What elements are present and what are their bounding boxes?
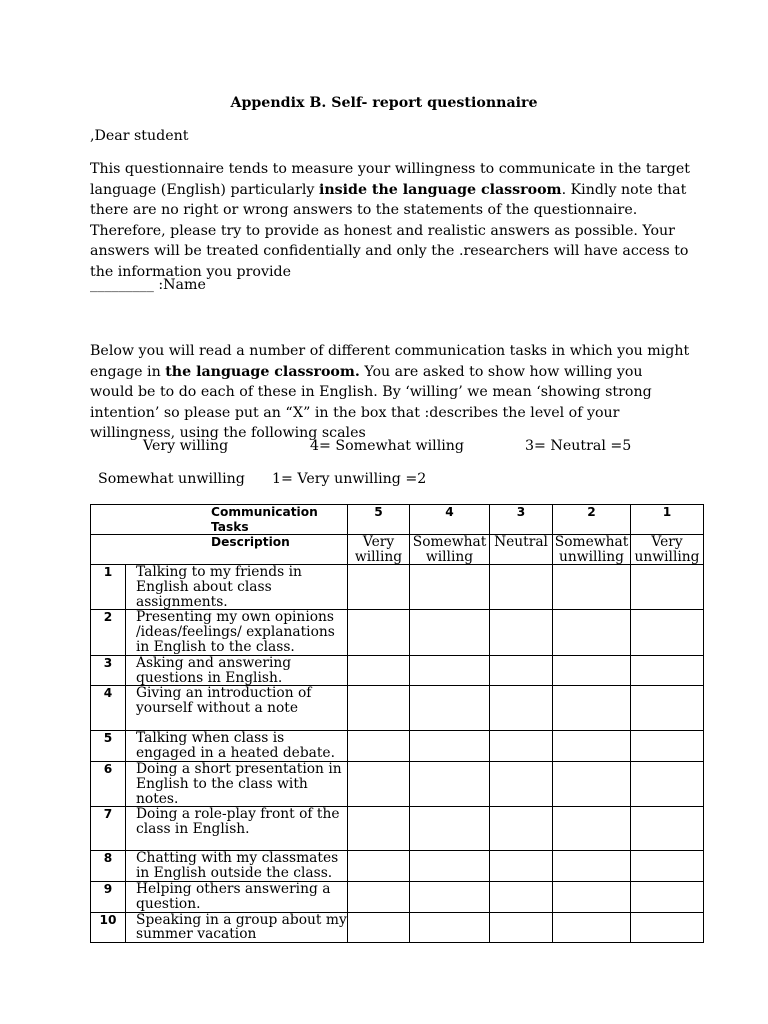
answer-cell[interactable]: [490, 731, 553, 762]
answer-cell[interactable]: [348, 610, 410, 655]
instructions-text-2: You are asked to show how willing you would be to do each of these in English. By ‘willing’ we mean ‘showing strong intention’ so please put an “X” in the box that :describes the level of your willingness, using the following scales: [90, 363, 652, 441]
answer-cell[interactable]: [553, 731, 631, 762]
table-row: [91, 610, 704, 655]
row-description: Helping others answering a question.: [126, 881, 348, 912]
answer-cell[interactable]: [631, 731, 704, 762]
header-tasks: Communication Tasks: [91, 505, 348, 535]
row-number: 9: [91, 881, 126, 912]
answer-cell[interactable]: [348, 912, 410, 943]
answer-cell[interactable]: [631, 807, 704, 851]
row-number: 7: [91, 807, 126, 851]
row-description: Talking when class is engaged in a heated debate.: [126, 731, 348, 762]
answer-cell[interactable]: [553, 881, 631, 912]
instructions-paragraph: [90, 341, 690, 444]
answer-cell[interactable]: [631, 565, 704, 610]
answer-cell[interactable]: [348, 881, 410, 912]
column-number: 2: [553, 505, 631, 535]
greeting: ,Dear student: [90, 128, 189, 144]
answer-cell[interactable]: [490, 655, 553, 686]
answer-cell[interactable]: [553, 912, 631, 943]
row-number: 4: [91, 686, 126, 731]
answer-cell[interactable]: [348, 655, 410, 686]
answer-cell[interactable]: [490, 912, 553, 943]
row-number: 2: [91, 610, 126, 655]
answer-cell[interactable]: [410, 731, 490, 762]
table-row: [91, 731, 704, 762]
column-label: Very unwilling: [631, 535, 704, 565]
answer-cell[interactable]: [348, 565, 410, 610]
column-label: Somewhat unwilling: [553, 535, 631, 565]
answer-cell[interactable]: [490, 881, 553, 912]
row-number: 10: [91, 912, 126, 943]
answer-cell[interactable]: [410, 686, 490, 731]
header-description: Description: [91, 535, 348, 565]
answer-cell[interactable]: [553, 807, 631, 851]
instructions-bold: the language classroom.: [165, 363, 360, 380]
answer-cell[interactable]: [490, 851, 553, 882]
table-label-row: [91, 535, 704, 565]
answer-cell[interactable]: [553, 655, 631, 686]
answer-cell[interactable]: [631, 912, 704, 943]
intro-text-2: . Kindly note that there are no right or wrong answers to the statements of the questionnaire. Therefore, please try to provide as honest and realistic answers as possible. Your answers will be treated confidentially and only the .researchers will have access to the information you provide: [90, 181, 689, 280]
row-number: 6: [91, 761, 126, 806]
table-row: [91, 761, 704, 806]
answer-cell[interactable]: [553, 761, 631, 806]
answer-cell[interactable]: [631, 655, 704, 686]
answer-cell[interactable]: [410, 851, 490, 882]
answer-cell[interactable]: [490, 807, 553, 851]
answer-cell[interactable]: [553, 686, 631, 731]
answer-cell[interactable]: [631, 761, 704, 806]
column-number: 4: [410, 505, 490, 535]
intro-bold: inside the language classroom: [318, 181, 562, 198]
row-number: 8: [91, 851, 126, 882]
answer-cell[interactable]: [410, 807, 490, 851]
table-row: [91, 881, 704, 912]
column-number: 5: [348, 505, 410, 535]
answer-cell[interactable]: [410, 610, 490, 655]
name-line: _________ :Name: [90, 277, 206, 293]
answer-cell[interactable]: [553, 565, 631, 610]
table-row: [91, 686, 704, 731]
scale-very-willing: Very willing: [143, 438, 229, 454]
answer-cell[interactable]: [490, 610, 553, 655]
answer-cell[interactable]: [410, 761, 490, 806]
scale-somewhat-willing: 4= Somewhat willing: [310, 438, 464, 454]
table-row: [91, 912, 704, 943]
answer-cell[interactable]: [410, 912, 490, 943]
answer-cell[interactable]: [553, 610, 631, 655]
column-label: Very willing: [348, 535, 410, 565]
answer-cell[interactable]: [410, 565, 490, 610]
instructions-text-1: Below you will read a number of different communication tasks in which you might engage in: [90, 343, 690, 380]
row-description: Doing a role-play front of the class in English.: [126, 807, 348, 851]
answer-cell[interactable]: [348, 807, 410, 851]
answer-cell[interactable]: [410, 655, 490, 686]
table-row: [91, 655, 704, 686]
table-row: [91, 807, 704, 851]
row-description: Chatting with my classmates in English outside the class.: [126, 851, 348, 882]
column-number: 3: [490, 505, 553, 535]
answer-cell[interactable]: [553, 851, 631, 882]
row-description: Presenting my own opinions /ideas/feelings/ explanations in English to the class.: [126, 610, 348, 655]
answer-cell[interactable]: [631, 686, 704, 731]
column-label: Somewhat willing: [410, 535, 490, 565]
scale-neutral: 3= Neutral =5: [525, 438, 632, 454]
row-number: 5: [91, 731, 126, 762]
row-number: 1: [91, 565, 126, 610]
answer-cell[interactable]: [490, 686, 553, 731]
answer-cell[interactable]: [348, 761, 410, 806]
answer-cell[interactable]: [631, 610, 704, 655]
table-row: [91, 565, 704, 610]
row-description: Talking to my friends in English about class assignments.: [126, 565, 348, 610]
answer-cell[interactable]: [348, 686, 410, 731]
answer-cell[interactable]: [348, 851, 410, 882]
scale-somewhat-unwilling: Somewhat unwilling: [98, 471, 245, 487]
answer-cell[interactable]: [490, 761, 553, 806]
row-description: Giving an introduction of yourself without a note: [126, 686, 348, 731]
answer-cell[interactable]: [631, 851, 704, 882]
column-number: 1: [631, 505, 704, 535]
answer-cell[interactable]: [348, 731, 410, 762]
row-description: Doing a short presentation in English to the class with notes.: [126, 761, 348, 806]
column-label: Neutral: [490, 535, 553, 565]
answer-cell[interactable]: [631, 881, 704, 912]
page-title: Appendix B. Self- report questionnaire: [230, 95, 538, 111]
intro-text-1: This questionnaire tends to measure your willingness to communicate in the target language (English) particularly: [90, 161, 690, 198]
answer-cell[interactable]: [410, 881, 490, 912]
row-description: Speaking in a group about my summer vacation: [126, 912, 348, 943]
scale-very-unwilling: 1= Very unwilling =2: [272, 471, 427, 487]
table-header-row: [91, 505, 704, 535]
row-number: 3: [91, 655, 126, 686]
answer-cell[interactable]: [490, 565, 553, 610]
table-row: [91, 851, 704, 882]
intro-paragraph: [90, 159, 690, 282]
row-description: Asking and answering questions in English.: [126, 655, 348, 686]
questionnaire-table: [90, 504, 704, 943]
